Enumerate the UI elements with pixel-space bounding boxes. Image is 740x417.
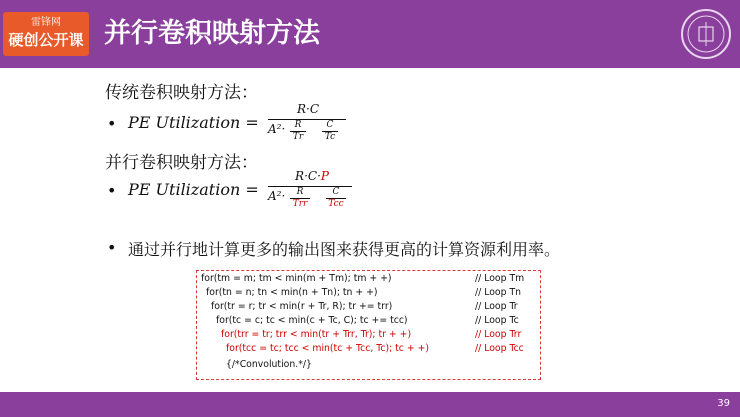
page-number: 39 — [717, 398, 730, 409]
formula-2-lhs: PE Utilization = — [128, 180, 259, 199]
formula-1-frac2-bottom: Tc — [324, 132, 336, 142]
footer-bar — [0, 392, 740, 417]
code-line-4: for(tc = c; tc < min(c + Tc, C); tc += tcc) — [216, 315, 408, 326]
formula-1-frac2-top: C — [326, 120, 334, 130]
bullet-1: • — [107, 114, 117, 133]
formula-1-denominator-prefix: A²· — [268, 122, 286, 136]
formula-2-numerator-main: R·C· — [295, 169, 321, 183]
formula-1-numerator: R·C — [296, 102, 320, 116]
formula-2-frac2-top: C — [332, 187, 340, 197]
code-line-3: for(tr = r; tr < min(r + Tr, R); tr += trr) — [211, 301, 393, 312]
code-comment-3: // Loop Tr — [475, 301, 518, 312]
code-comment-2: // Loop Tn — [475, 287, 522, 298]
university-seal-icon — [680, 8, 732, 60]
formula-2-denominator-prefix: A²· — [268, 189, 286, 203]
bullet-2: • — [107, 181, 117, 200]
code-line-6: for(tcc = tc; tcc < min(tc + Tcc, Tc); tc + +) — [226, 343, 430, 354]
loop-code-box — [196, 270, 541, 380]
logo-top-text: 雷锋网 — [31, 17, 61, 28]
formula-2-numerator — [288, 169, 336, 183]
code-line-7: {/*Convolution.*/} — [226, 359, 312, 370]
formula-1-lhs: PE Utilization = — [128, 113, 259, 132]
formula-2-frac1-top: R — [296, 187, 304, 197]
slide-content — [0, 68, 740, 388]
formula-1-frac1-bottom: Tr — [292, 132, 304, 142]
code-line-5: for(trr = tr; trr < min(tr + Trr, Tr); tr + +) — [221, 329, 412, 340]
summary-text: 通过并行地计算更多的输出图来获得更高的计算资源利用率。 — [128, 240, 561, 259]
header-bar — [0, 0, 740, 68]
formula-2-numerator-p: P — [320, 169, 329, 183]
logo-bottom-text: 硬创公开课 — [8, 31, 84, 49]
formula-2-frac2-bottom: Tcc — [328, 199, 344, 209]
bullet-3: • — [107, 238, 117, 257]
logo — [3, 12, 89, 56]
parallel-heading: 并行卷积映射方法： — [105, 153, 258, 173]
code-line-2: for(tn = n; tn < min(n + Tn); tn + +) — [206, 287, 378, 298]
code-comment-4: // Loop Tc — [475, 315, 519, 326]
code-comment-5: // Loop Trr — [475, 329, 522, 340]
code-comment-6: // Loop Tcc — [475, 343, 524, 354]
code-line-1: for(tm = m; tm < min(m + Tm); tm + +) — [201, 273, 392, 284]
formula-2-frac1-bottom: Trr — [292, 199, 308, 209]
traditional-heading: 传统卷积映射方法： — [105, 83, 258, 103]
slide-title: 并行卷积映射方法 — [104, 18, 320, 49]
code-comment-1: // Loop Tm — [475, 273, 525, 284]
formula-1-frac1-top: R — [294, 120, 302, 130]
